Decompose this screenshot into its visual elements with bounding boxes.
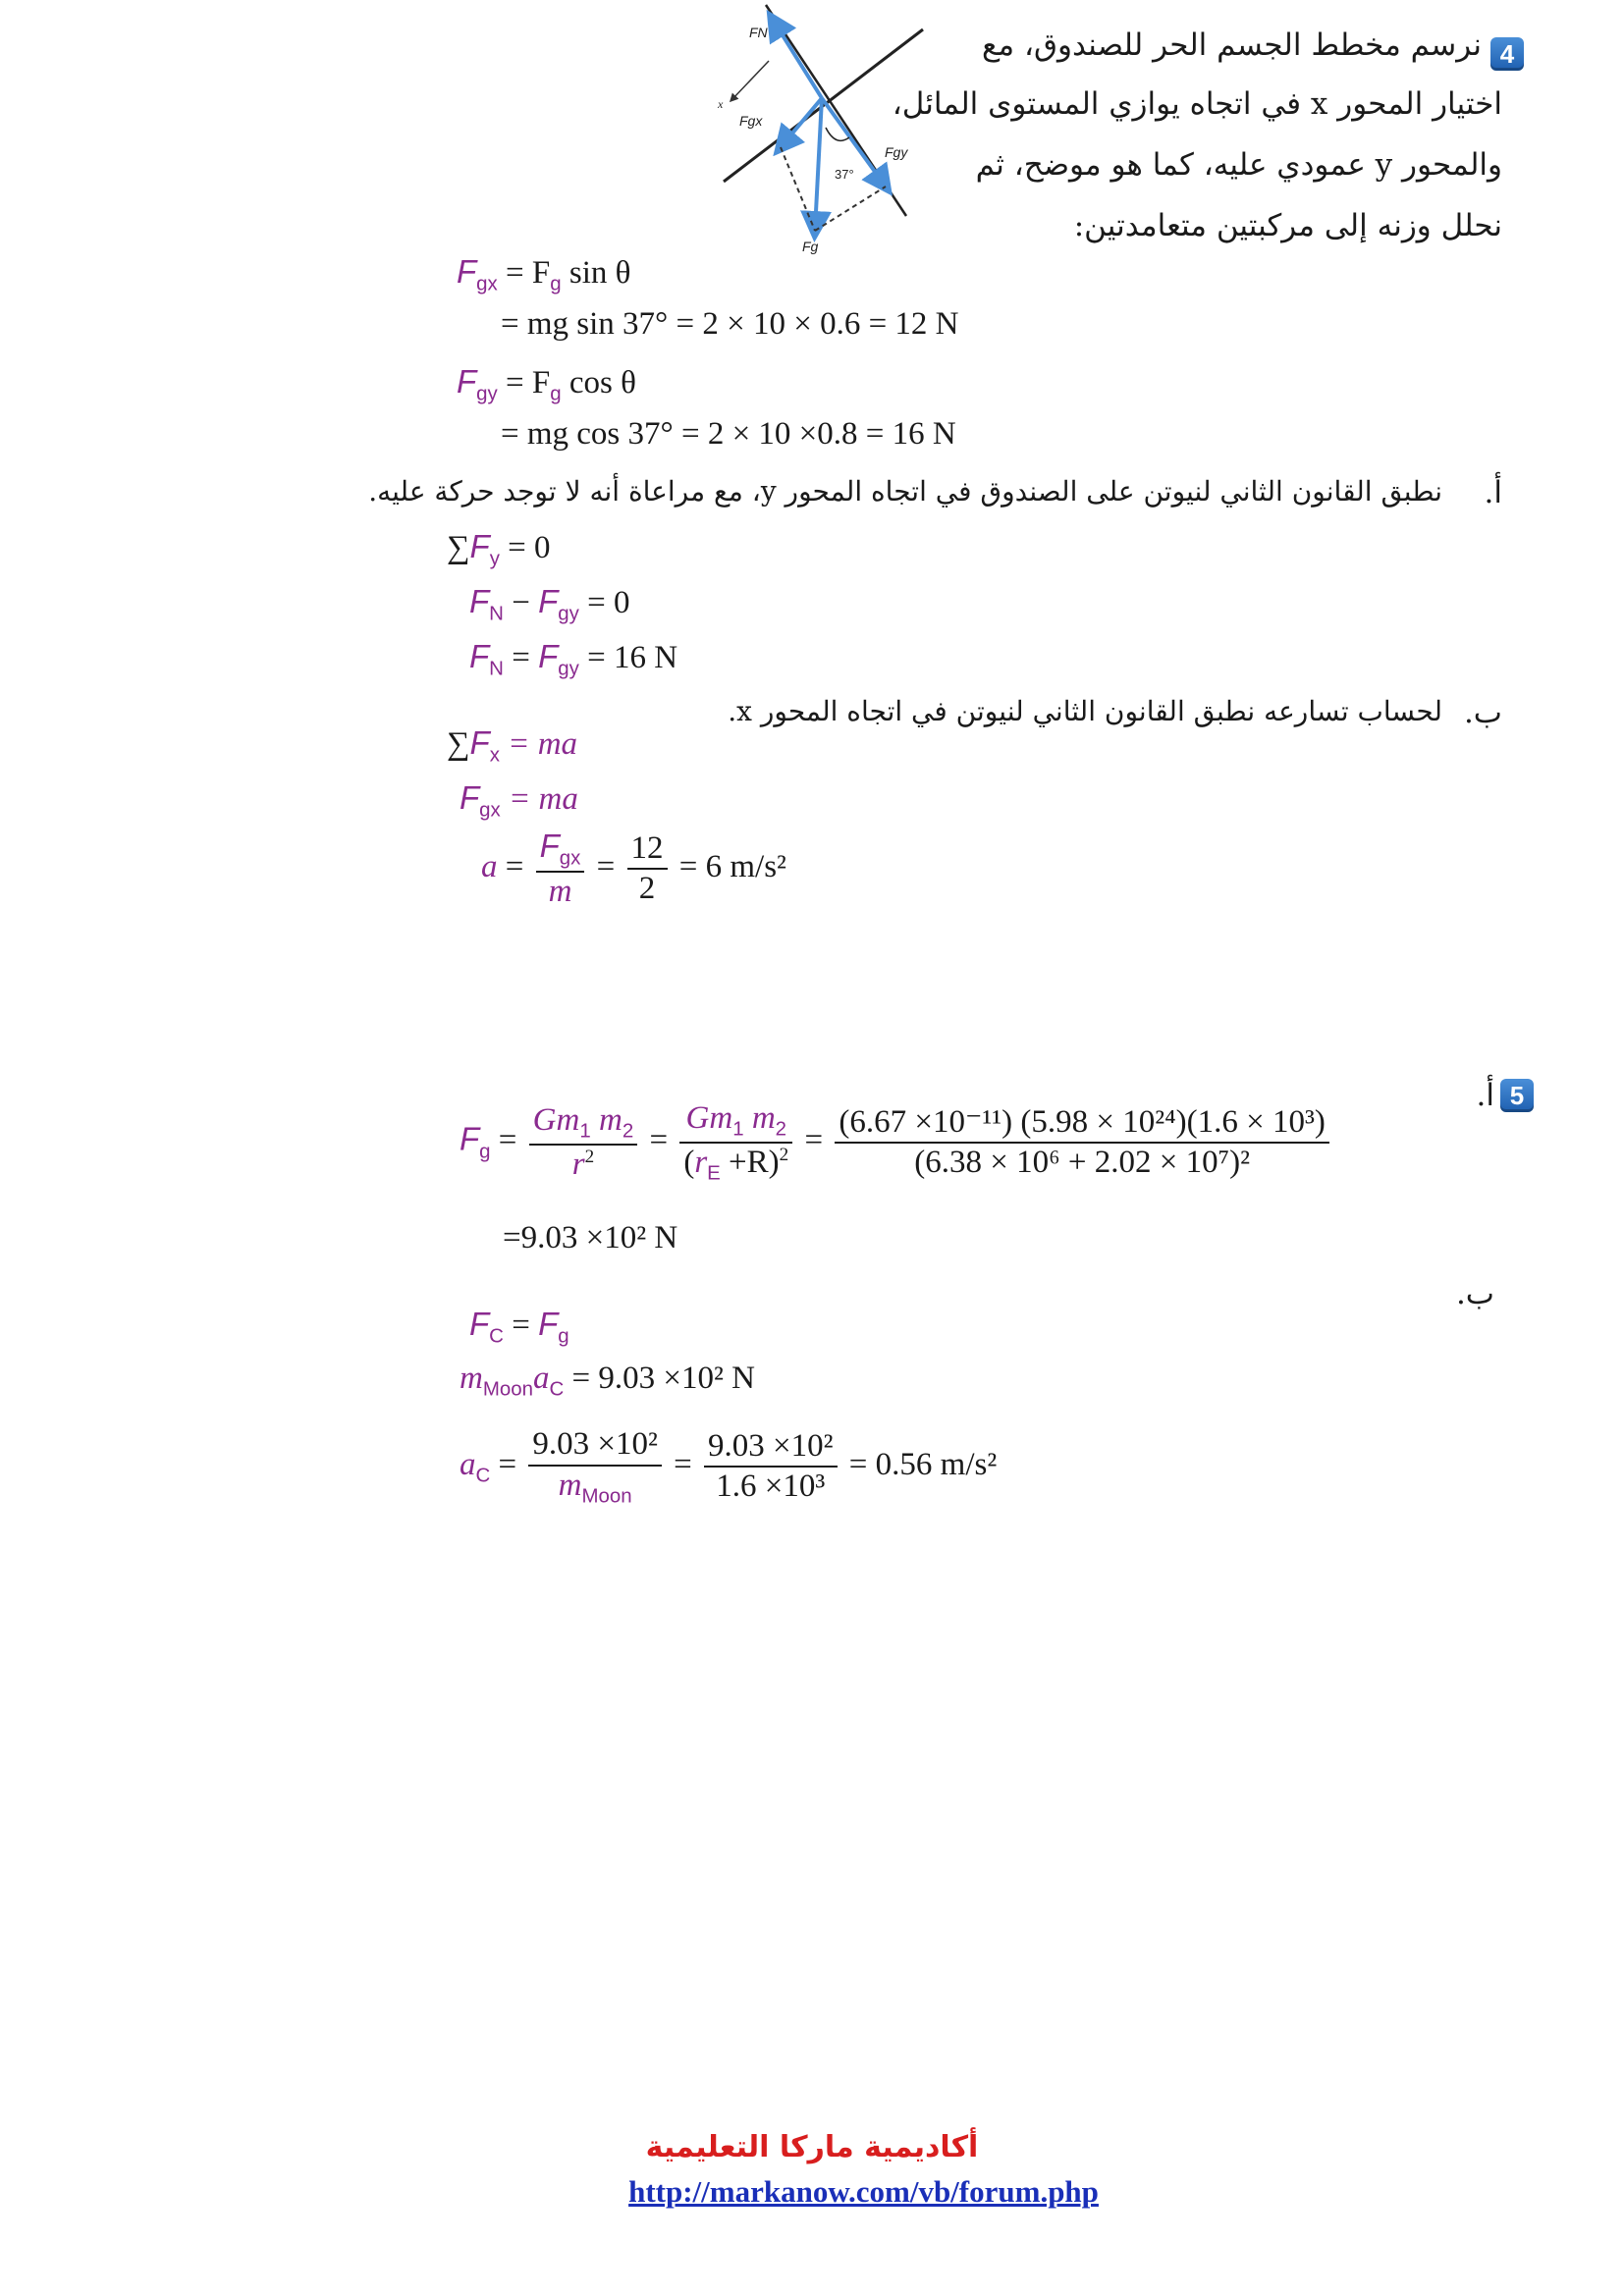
q4-part-a-text: نطبق القانون الثاني لنيوتن على الصندوق في اتجاه المحور y، مع مراعاة أنه لا توجد حركة عليه.	[368, 475, 1442, 507]
q4-part-a-label: أ.	[1484, 475, 1502, 510]
question-number-badge-5: 5	[1500, 1079, 1534, 1112]
fraction-over-mmoon: $\frac{\text{9.03 ×10²}}{m_{Moon}}$	[528, 1425, 662, 1509]
eq-centripetal-accel: $a_C$ = $\frac{\text{9.03 ×10²}}{m_{Moon}}$ = $\frac{\text{9.03 ×10²}}{\text{1.6 ×10³}}$ = 0.56 m/s²	[460, 1426, 998, 1508]
dash-2	[815, 187, 886, 231]
eq-fgx-ma: $F_{gx}$ = ma	[460, 779, 578, 822]
q4-intro-line-2: اختيار المحور x في اتجاه يوازي المستوى المائل،	[892, 86, 1502, 122]
label-fg: Fg	[802, 239, 819, 254]
q4-intro-line-1: نرسم مخطط الجسم الحر للصندوق، مع	[982, 27, 1482, 63]
dash-1	[781, 147, 815, 231]
label-angle: 37°	[835, 167, 854, 182]
fraction-gm1m2-over-re-r: $\frac{Gm_1 m_2}{(r_E +R)^2}$	[679, 1099, 792, 1186]
footer-academy-name: أكاديمية ماركا التعليمية	[645, 2130, 979, 2164]
eq-fgy-value: = mg cos 37° = 2 × 10 ×0.8 = 16 N	[501, 416, 956, 452]
fraction-fgx-over-m: $\frac{F_{gx}}{m}$	[536, 827, 585, 912]
footer-forum-link[interactable]: http://markanow.com/vb/forum.php	[628, 2174, 1099, 2209]
label-fgy: Fgy	[885, 144, 908, 160]
label-fgx: Fgx	[739, 113, 763, 129]
eq-fc-equals-fg: $F_C = F_g$	[469, 1306, 569, 1348]
eq-fgx-value: = mg sin 37° = 2 × 10 × 0.6 = 12 N	[501, 306, 959, 342]
question-5-header	[1477, 1078, 1534, 1113]
free-body-diagram	[712, 0, 938, 260]
fraction-numeric: $\frac{\text{(6.67 ×10⁻¹¹) (5.98 × 10²⁴)(1.6 × 10³)}}{\text{(6.38 × 10⁶ + 2.02 × 10⁷)²}}$	[835, 1103, 1329, 1183]
eq-sum-fy: $\sum F_y = 0$	[447, 528, 551, 570]
q4-intro-line-4: نحلل وزنه إلى مركبتين متعامدتين:	[1073, 208, 1502, 243]
question-4-header	[1490, 37, 1524, 71]
eq-fgy-cos: $F_{gy} = F_g$ cos θ	[457, 363, 636, 405]
eq-gravity-result: =9.03 ×10² N	[503, 1220, 678, 1255]
q5-part-b-label: ب.	[1455, 1276, 1494, 1311]
eq-acceleration: a = $\frac{F_{gx}}{m}$ = $\frac{12}{2}$ = 6 m/s²	[481, 827, 786, 912]
q4-part-b-text: لحساب تسارعه نطبق القانون الثاني لنيوتن في اتجاه المحور x.	[728, 695, 1442, 727]
fraction-12-over-2: $\frac{12}{2}$	[627, 829, 668, 909]
q4-intro-line-3: والمحور y عمودي عليه، كما هو موضح، ثم	[975, 147, 1502, 183]
question-number-badge: 4	[1490, 37, 1524, 71]
fg-arrow	[815, 98, 822, 231]
eq-gravity-force: $F_g$ = $\frac{Gm_1 m_2}{r^2}$ = $\frac{Gm_1 m_2}{(r_E +R)^2}$ = $\frac{\text{(6.67 ×10⁻¹¹) (5.98 × 10²⁴)(1.6 × 10³)}}{\text{(6.38 × 10⁶ + 2.02 × 10⁷)²}}$	[460, 1099, 1333, 1186]
eq-fgx-sin: $F_{gx} = F_g$ sin θ	[457, 253, 631, 295]
footer-link-wrap	[0, 2174, 1624, 2210]
q5-part-a-label: أ.	[1476, 1078, 1494, 1113]
label-fn: FN	[749, 25, 768, 40]
fgx-arrow	[781, 98, 822, 147]
eq-moon-force: $m_{Moon}a_C = 9.03 \times 10^2$ N	[460, 1361, 755, 1401]
fraction-over-1-6e3: $\frac{\text{9.03 ×10²}}{\text{1.6 ×10³}}$	[704, 1427, 838, 1507]
q4-part-b-label: ب.	[1463, 695, 1502, 730]
eq-fn-minus-fgy: $F_N - F_{gy} = 0$	[469, 583, 630, 625]
eq-sum-fx: $\sum F_x$ = ma	[447, 724, 578, 767]
x-axis-arrow	[731, 61, 769, 100]
fraction-gm1m2-over-r2: $\frac{Gm_1 m_2}{r^2}$	[529, 1101, 638, 1185]
eq-fn-value: $F_N = F_{gy} = 16$ N	[469, 638, 678, 680]
fn-arrow	[773, 20, 822, 98]
label-axis-x: x	[718, 97, 724, 111]
